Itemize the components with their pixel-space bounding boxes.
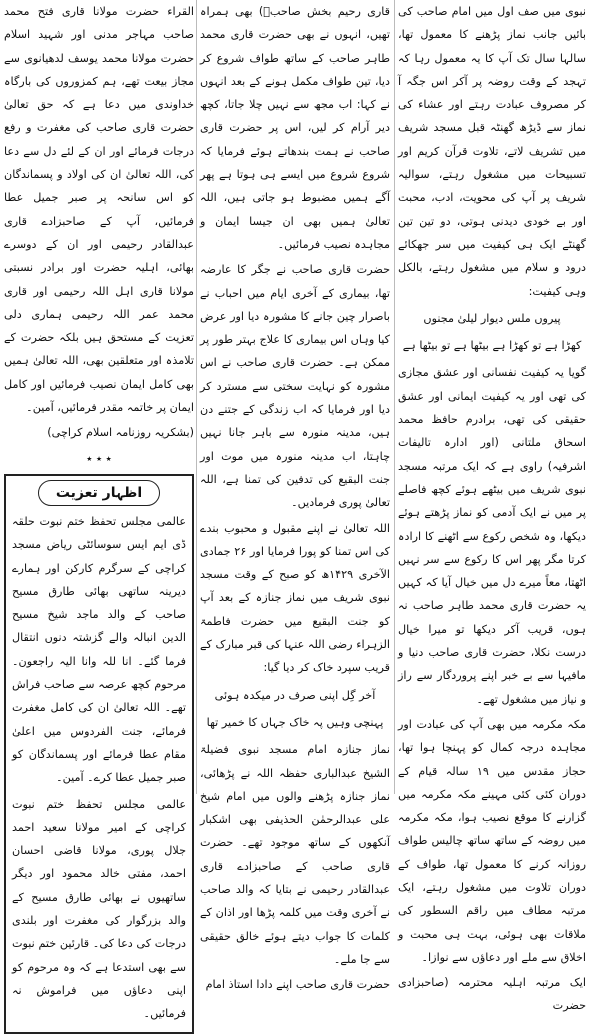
paragraph: ایک مرتبہ اہلیہ محترمہ (صاحبزادی حضرت bbox=[398, 976, 586, 1013]
column-divider bbox=[394, 0, 395, 794]
paragraph: القراء حضرت مولانا قاری فتح محمد صاحب مہاجر مدنی اور شہید اسلام حضرت مولانا محمد یوسف لدھیانوی سے مجاز بیعت تھے، ہم کمزوروں کی بارگاہ خداوندی میں دعا ہے کہ حق تعالیٰ حضرت قاری صاحب کی مغفرت و رفع درجات فرمائے اور ان کے لئے دل سے دعا کی، اللہ تعالیٰ ان کی اولاد و پسماندگان کو اس سانحہ پر صبر جمیل عطا فرمائیں، آپ کے صاحبزادے قاری عبدالقادر رحیمی اور ان کے دوسرے بھائی، اہلیہ حضرت اور برادر نسبتی مولانا قاری اہل اللہ رحیمی اور قاری محمد عمر اللہ رحیمی ہماری دلی تعزیت کے مستحق ہیں بلکہ حضرت کے تلامذہ اور متعلقین بھی، اللہ تعالیٰ ہمیں بھی کامل ایمان نصیب فرمائیں اور کامل ایمان پر خاتمہ مقدر فرمائیں، آمین۔ bbox=[4, 5, 194, 415]
paragraph: مکہ مکرمہ میں بھی آپ کی عبادت اور مجاہدہ درجہ کمال کو پہنچا ہوا تھا، حجاز مقدس میں ۱۹ سالہ قیام کے دوران کئی کئی مہینے مکہ مکرمہ میں گزارنے کا موقع نصیب ہوا، مکہ مکرمہ میں روضہ کے ساتھ ساتھ چالیس طواف روزانہ کرنے کا معمول تھا، طواف کے دوران تلاوت میں مشغول رہتے، ایک مرتبہ مطاف میں راقم السطور کی ملاقات بھی ہوئی، بہت ہی محبت و اخلاق سے ملے اور دعاؤں سے نوازا۔ bbox=[398, 717, 587, 964]
column-left bbox=[4, 0, 194, 1021]
credit-line: (بشکریہ روزنامہ اسلام کراچی) bbox=[47, 426, 194, 440]
paragraph: عالمی مجلس تحفظ ختم نبوت کراچی کے امیر مولانا سعید احمد جلال پوری، مولانا قاضی احسان احمد، مفتی خالد محمود اور دیگر ساتھیوں نے بھائی طارق مسیح کے والد بزرگوار کی مغفرت اور بلندی درجات کی دعا کی۔ قارئین ختم نبوت سے بھی استدعا ہے کہ وہ مرحوم کو اپنی دعاؤں میں فراموش نہ فرمائیں۔ bbox=[12, 797, 186, 1021]
separator: ٭ ٭ ٭ bbox=[86, 451, 112, 465]
paragraph: نبوی میں صف اول میں امام صاحب کی بائیں جانب نماز پڑھنے کا معمول تھا، سالہا سال تک آپ کا یہ معمول رہا کہ تہجد کے وقت روضہ پر آکر اس جگہ آ کر مصروف عبادت رہتے اور عشاء کی نماز سے ڈیڑھ گھنٹہ قبل مسجد شریف میں تشریف لاتے، تلاوت قرآن کریم اور تسبیحات میں مشغول رہتے، سوالیہ شریف پر آپ کی محویت، ادب، محبت اور بے خودی دیدنی ہوتی، دو تین تین گھنٹے ایک ہی کیفیت میں سر جھکائے درود و سلام میں مشغول رہتے، بالکل وہی کیفیت: bbox=[398, 5, 586, 298]
paragraph: قاری رحیم بخش صاحبؒ) بھی ہمراہ تھیں، انہوں نے بھی حضرت قاری محمد طاہر صاحب کے ساتھ طواف شروع کر دیا، تین طواف مکمل ہونے کے بعد انہوں نے کہا: اب مجھ سے نہیں چلا جاتا، کچھ دیر آرام کر لیں، اس پر حضرت قاری صاحب نے ہمت بندھاتے ہوئے فرمایا کہ شروع شروع میں ایسے ہی ہوتا ہے پھر آگے ہمیں مضبوط ہو جاتی ہیں، اللہ تعالیٰ ہمیں بھی ان جیسا ایمان و مجاہدہ نصیب فرمائیں۔ bbox=[200, 5, 390, 251]
poem-line: کھڑا ہے تو کھڑا ہے بیٹھا ہے تو بیٹھا ہے bbox=[402, 339, 582, 353]
paragraph: حضرت قاری صاحب اپنے دادا استاذ امام bbox=[205, 978, 390, 992]
poem-line: پہنچی وہیں پہ خاک جہاں کا خمیر تھا bbox=[206, 715, 384, 729]
condolence-box bbox=[4, 474, 194, 1034]
poem-line: پیروں ملس دیوار لیلیٰ مجنوں bbox=[423, 311, 561, 325]
paragraph: حضرت قاری صاحب نے جگر کا عارضہ تھا، بیماری کے آخری ایام میں احباب نے باصرار چین جانے کا مشورہ دیا اور عرض کیا وہاں اس بیماری کا علاج بہتر طور پر ممکن ہے۔ حضرت قاری صاحب نے اس مشورہ کو نہایت سختی سے مسترد کر دیا اور فرمایا کہ اب زندگی کے جتنے دن ہیں، مدینہ منورہ سے باہر جانا نہیں چاہتا، اب مدینہ منورہ میں موت اور جنت البقیع کی تدفین کی تمنا ہے، اللہ تعالیٰ پوری فرمادیں۔ bbox=[200, 263, 390, 510]
column-middle bbox=[200, 0, 391, 992]
condolence-title: اظہار تعزیت bbox=[38, 480, 160, 506]
paragraph: نماز جنازہ امام مسجد نبوی فضیلۃ الشیخ عبدالباری حفظہ اللہ نے پڑھائی، نماز جنازہ پڑھنے والوں میں امام شیخ علی عبدالرحمٰن الحذیفی بھی اشکبار آنکھوں کے ساتھ موجود تھے۔ حضرت قاری صاحب کے صاحبزادے قاری عبدالقادر رحیمی نے بتایا کہ والد صاحب نے آخری وقت میں کلمہ پڑھا اور اذان کے کلمات کا جواب دیتے ہوئے خالق حقیقی سے جا ملے۔ bbox=[200, 743, 390, 966]
paragraph: اللہ تعالیٰ نے اپنے مقبول و محبوب بندے کی اس تمنا کو پورا فرمایا اور ۲۶ جمادی الآخری ۱۴۲۹ھ کو صبح کے وقت مسجد نبوی شریف میں نماز جنازہ کے بعد آپ کو جنت البقیع میں حضرت فاطمۃ الزہراء رضی اللہ عنہا کی قبر مبارک کے قریب سپرد خاک کر دیا گیا: bbox=[200, 521, 391, 675]
poem-line: آخر گِل اپنی صرف در میکدہ ہوئی bbox=[214, 688, 376, 702]
paragraph: عالمی مجلس تحفظ ختم نبوت حلقہ ڈی ایم ایس سوسائٹی ریاض مسجد کراچی کے سرگرم کارکن اور ہمارے دیرینہ ساتھی بھائی طارق مسیح صاحب کے والد ماجد شیخ مسیح الدین انبالہ والے گزشتہ دنوں انتقال فرما گئے۔ انا للہ وانا الیہ راجعون۔ مرحوم کچھ عرصہ سے صاحب فراش تھے۔ اللہ تعالیٰ ان کی کامل مغفرت فرمائے، جنت الفردوس میں اعلیٰ مقام عطا فرمائے اور پسماندگان کو صبر جمیل عطا کرے۔ آمین۔ bbox=[12, 514, 186, 785]
column-divider bbox=[196, 0, 197, 794]
paragraph: گویا یہ کیفیت نفسانی اور عشق مجازی کی تھی اور یہ کیفیت ایمانی اور عشق حقیقی کی تھی، برادرم حافظ محمد اسحاق ملتانی (اور ادارہ تالیفات اشرفیہ) راوی ہے کہ ایک مرتبہ مسجد نبوی شریف میں بیٹھے ہوئے کچھ فاصلے پر میں نے ایک آدمی کو نماز پڑھتے ہوئے دیکھا، وہ شخص رکوع سے اٹھنے کا ارادہ کرتا مگر پھر اس کا رکوع سے سر نہیں اٹھتا، معاً میرے دل میں خیال آیا کہ کہیں یہ حضرت قاری محمد طاہر صاحب نہ ہوں، قریب آکر دیکھا تو میرا خیال درست نکلا، حضرت قاری صاحب دنیا و مافیہا سے بے خبر اپنے پروردگار سے راز و نیاز میں مشغول تھے۔ bbox=[398, 366, 586, 706]
column-right bbox=[398, 0, 587, 1013]
